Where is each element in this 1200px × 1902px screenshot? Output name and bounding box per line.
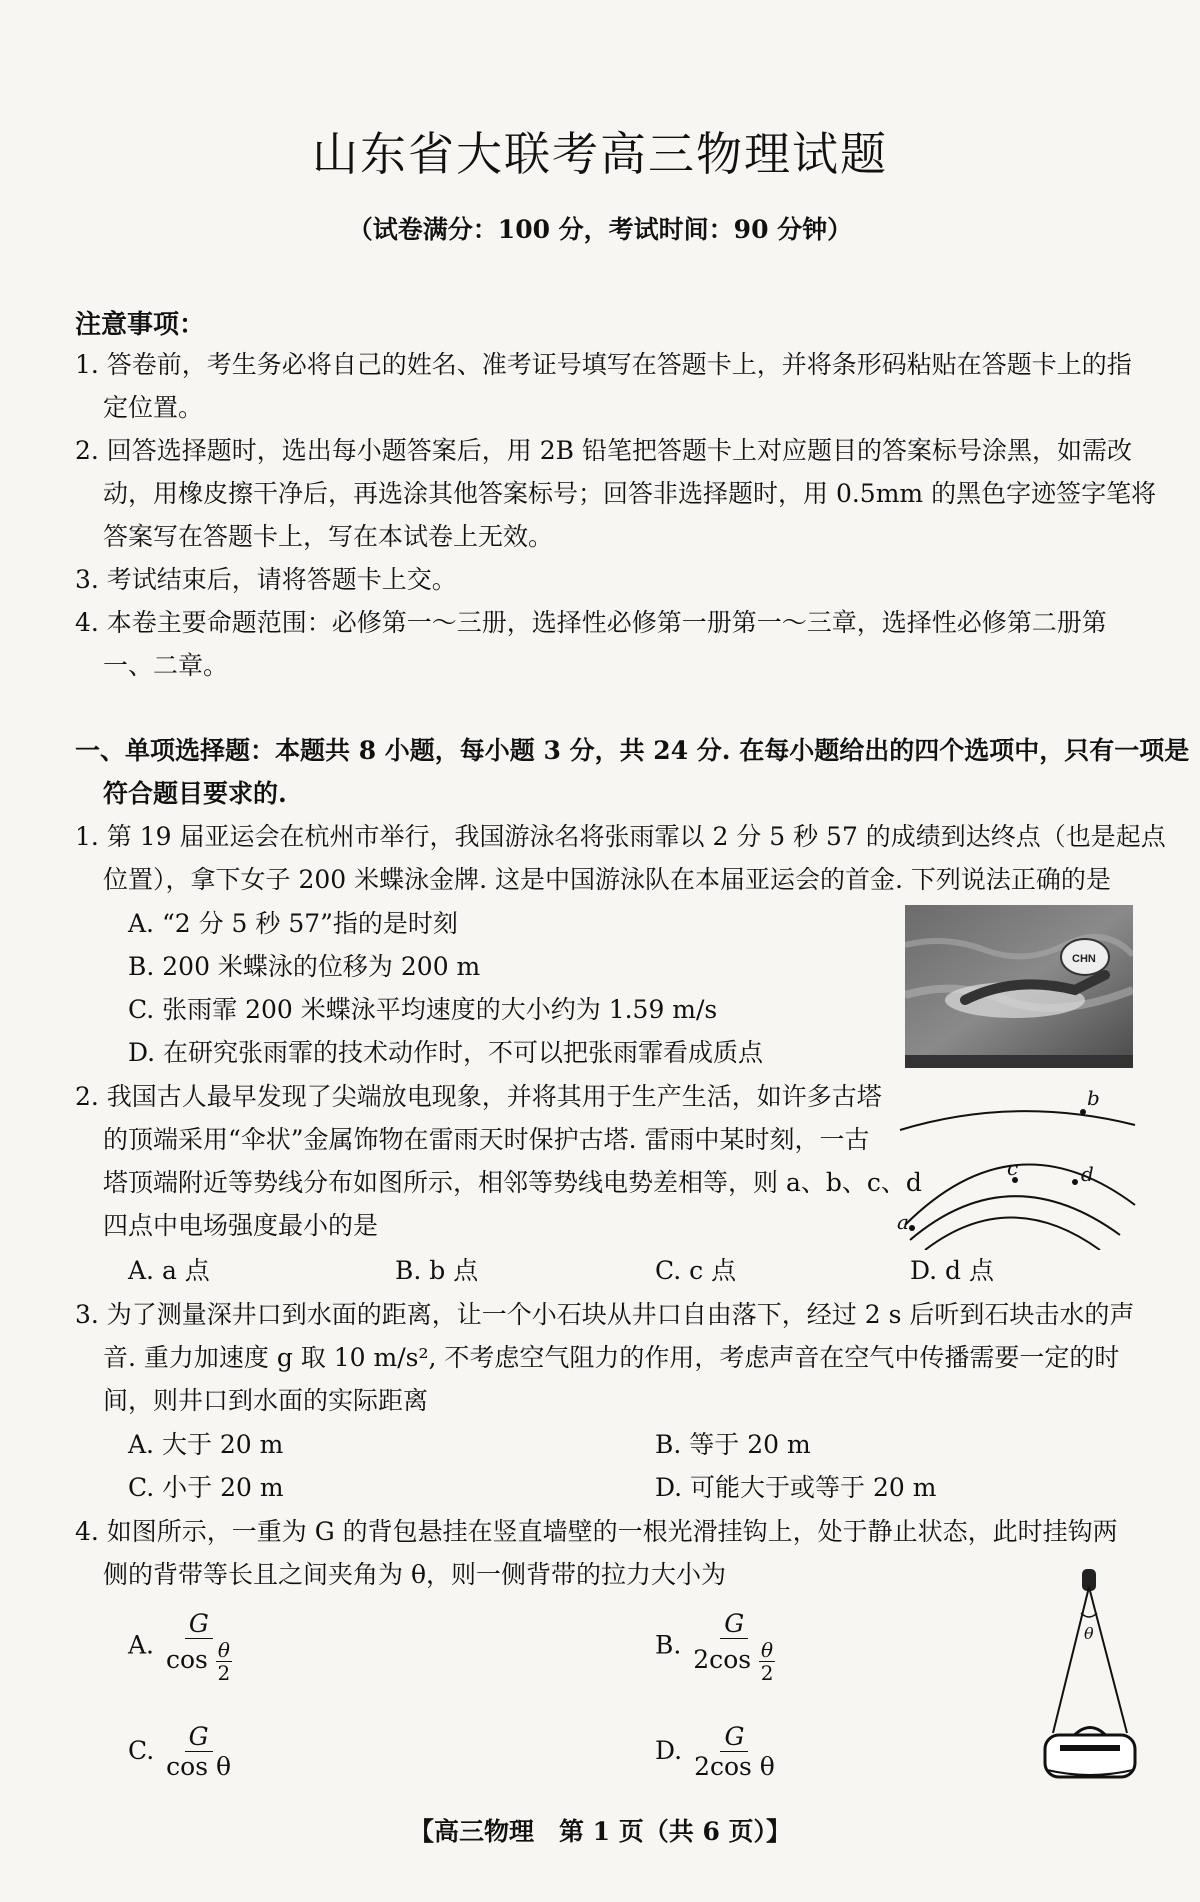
- notice-line: 1. 答卷前，考生务必将自己的姓名、准考证号填写在答题卡上，并将条形码粘贴在答题卡上的指: [75, 350, 1132, 379]
- q3-option-d: D. 可能大于或等于 20 m: [655, 1473, 937, 1502]
- q3-option-a: A. 大于 20 m: [128, 1430, 284, 1459]
- question-3-text: 音. 重力加速度 g 取 10 m/s², 不考虑空气阻力的作用，考虑声音在空气中传播需要一定的时: [103, 1343, 1120, 1372]
- point-c-label: c: [1007, 1156, 1019, 1180]
- fraction: $\frac{G}{\text{cos θ}}$: [166, 1722, 232, 1781]
- question-2-text: 四点中电场强度最小的是: [103, 1211, 379, 1240]
- question-3-text: 间，则井口到水面的实际距离: [103, 1386, 429, 1415]
- q2-option-b: B. b 点: [395, 1256, 479, 1285]
- notice-line: 3. 考试结束后，请将答题卡上交。: [75, 565, 457, 594]
- notice-line: 动，用橡皮擦干净后，再选涂其他答案标号；回答非选择题时，用 0.5mm 的黑色字迹签字笔将: [103, 479, 1157, 508]
- notice-heading: 注意事项：: [75, 310, 206, 340]
- notice-line: 一、二章。: [103, 651, 229, 680]
- backpack-diagram: [1035, 1565, 1145, 1783]
- notice-line: 4. 本卷主要命题范围：必修第一～三册，选择性必修第一册第一～三章，选择性必修第二册第: [75, 608, 1107, 637]
- swimmer-photo: [905, 905, 1133, 1068]
- q3-option-c: C. 小于 20 m: [128, 1473, 284, 1502]
- fraction: G cos $\frac{\theta}{2}$: [165, 1609, 231, 1685]
- q4-option-b: B. G 2cos $\frac{\theta}{2}$: [655, 1610, 779, 1684]
- page-footer: 【高三物理 第 1 页（共 6 页）】: [408, 1817, 792, 1846]
- fraction: G 2cos $\frac{\theta}{2}$: [693, 1609, 774, 1685]
- equipotential-diagram: [895, 1085, 1140, 1250]
- exam-info: （试卷满分：100 分，考试时间：90 分钟）: [347, 215, 853, 244]
- fraction: $\frac{G}{\text{2cos θ}}$: [694, 1722, 775, 1781]
- q1-option-d: D. 在研究张雨霏的技术动作时，不可以把张雨霏看成质点: [128, 1038, 764, 1067]
- q2-option-c: C. c 点: [655, 1256, 737, 1285]
- point-d-label: d: [1081, 1162, 1094, 1186]
- q3-option-b: B. 等于 20 m: [655, 1430, 811, 1459]
- question-2-text: 塔顶端附近等势线分布如图所示，相邻等势线电势差相等，则 a、b、c、d: [103, 1168, 922, 1197]
- q4-option-c: C. $\frac{G}{\text{cos θ}}$: [128, 1723, 235, 1782]
- notice-line: 2. 回答选择题时，选出每小题答案后，用 2B 铅笔把答题卡上对应题目的答案标号涂黑，如需改: [75, 436, 1132, 465]
- notice-line: 定位置。: [103, 393, 204, 422]
- q1-option-c: C. 张雨霏 200 米蝶泳平均速度的大小约为 1.59 m/s: [128, 995, 718, 1024]
- question-2-text: 的顶端采用“伞状”金属饰物在雷雨天时保护古塔. 雷雨中某时刻，一古: [103, 1125, 870, 1154]
- question-4-text: 4. 如图所示，一重为 G 的背包悬挂在竖直墙壁的一根光滑挂钩上，处于静止状态，此时挂钩两: [75, 1517, 1118, 1546]
- question-1-text: 位置），拿下女子 200 米蝶泳金牌. 这是中国游泳队在本届亚运会的首金. 下列说法正确的是: [103, 865, 1111, 894]
- q4-option-a: A. G cos $\frac{\theta}{2}$: [128, 1610, 236, 1684]
- q1-option-b: B. 200 米蝶泳的位移为 200 m: [128, 952, 481, 981]
- section-heading: 一、单项选择题：本题共 8 小题，每小题 3 分，共 24 分. 在每小题给出的四个选项中，只有一项是: [75, 736, 1190, 765]
- q1-option-a: A. “2 分 5 秒 57”指的是时刻: [128, 909, 458, 938]
- q2-option-d: D. d 点: [910, 1256, 994, 1285]
- point-a-label: a: [897, 1210, 909, 1234]
- q2-option-a: A. a 点: [128, 1256, 210, 1285]
- question-2-text: 2. 我国古人最早发现了尖端放电现象，并将其用于生产生活，如许多古塔: [75, 1082, 882, 1111]
- page-title: 山东省大联考高三物理试题: [312, 127, 888, 181]
- question-1-text: 1. 第 19 届亚运会在杭州市举行，我国游泳名将张雨霏以 2 分 5 秒 57 的成绩到达终点（也是起点: [75, 822, 1166, 851]
- q4-option-d: D. $\frac{G}{\text{2cos θ}}$: [655, 1723, 779, 1782]
- section-heading: 符合题目要求的.: [103, 779, 287, 808]
- angle-theta-label: θ: [1084, 1624, 1094, 1643]
- cap-label: CHN: [1072, 953, 1096, 965]
- question-3-text: 3. 为了测量深井口到水面的距离，让一个小石块从井口自由落下，经过 2 s 后听到石块击水的声: [75, 1300, 1135, 1329]
- point-b-label: b: [1087, 1086, 1100, 1110]
- question-4-text: 侧的背带等长且之间夹角为 θ，则一侧背带的拉力大小为: [103, 1560, 727, 1589]
- notice-line: 答案写在答题卡上，写在本试卷上无效。: [103, 522, 554, 551]
